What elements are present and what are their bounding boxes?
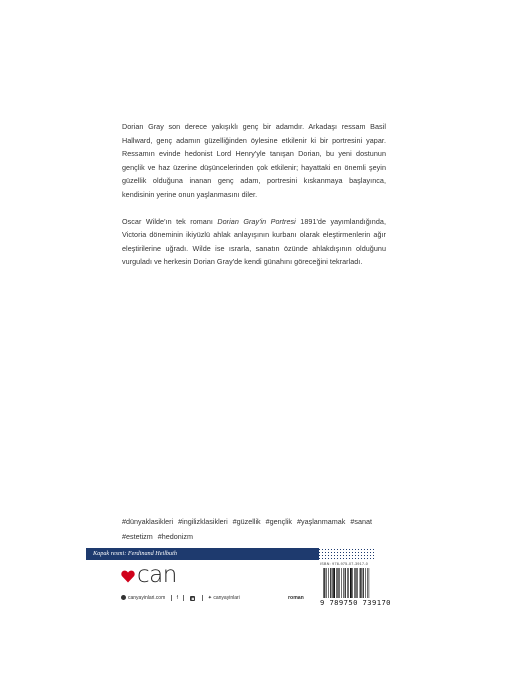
hashtag: #gençlik [265, 517, 293, 526]
isbn-text: ISBN: 978-975-07-3917-0 [320, 562, 369, 566]
halftone-decoration [318, 548, 374, 560]
publisher-footer [121, 593, 331, 603]
website[interactable] [121, 593, 165, 603]
twitter[interactable] [208, 593, 240, 603]
publisher-logo [121, 562, 181, 588]
barcode-bars [323, 568, 379, 598]
barcode [320, 562, 391, 608]
hashtag: #sanat [350, 517, 372, 526]
barcode-bar [343, 568, 344, 598]
globe-icon [121, 595, 126, 600]
barcode-bar [357, 568, 358, 598]
back-cover-blurb [122, 120, 386, 269]
barcode-bar [336, 568, 337, 598]
barcode-bar [354, 568, 355, 598]
blurb-p2-end: 1891'de yayımlandığında, Victoria döneminin ikiyüzlü ahlak anlayışının kurbanı olarak eleştirmenlerin ağır eleştirilerine uğradı. Wilde ise ısrarla, sanatın özünde ahlakdışının olduğunu vurguladı ve herkesin Dorian Gray'de kendi günahını göreceğini tekrarladı. [122, 216, 386, 267]
blurb-paragraph-2 [122, 215, 386, 269]
barcode-bar [341, 568, 342, 598]
barcode-bar [333, 568, 335, 598]
blurb-paragraph-1: Dorian Gray son derece yakışıklı genç bir adamdır. Arkadaşı ressam Basil Hallward, genç adamın güzelliğinden öylesine etkilenir ki bir portresini yapar. Ressamın evinde hedonist Lord Henry'yle tanışan Dorian, bu yeni dostunun gençlik ve haz üzerine düşüncelerinden çok etkilenir; hayattaki en önemli şeyin güzellik olduğuna inanan genç adam, portresini kıskanmaya başlayınca, kendisinin yerine onun yaşlanmasını diler. [122, 122, 386, 199]
barcode-bar [369, 568, 370, 598]
barcode-bar [332, 568, 333, 598]
barcode-bar [361, 568, 362, 598]
barcode-bar [330, 568, 331, 598]
cover-credit-bar [86, 548, 319, 560]
barcode-bar [363, 568, 364, 598]
barcode-bar [347, 568, 348, 598]
divider [171, 595, 172, 601]
hashtags [122, 515, 392, 544]
hashtag: #dünyaklasikleri [122, 517, 174, 526]
barcode-bar [345, 568, 346, 598]
facebook-icon[interactable]: f [176, 595, 179, 601]
barcode-bar [360, 568, 361, 598]
divider [183, 595, 184, 601]
barcode-bar [339, 568, 340, 598]
barcode-bar [348, 568, 349, 598]
hashtag: #güzellik [232, 517, 261, 526]
barcode-bar [367, 568, 368, 598]
genre-label: roman [288, 595, 304, 601]
twitter-handle: canyayinlari [213, 595, 240, 601]
twitter-icon: ✦ [207, 595, 212, 601]
barcode-bar [328, 568, 329, 598]
barcode-bar [324, 568, 325, 598]
barcode-bar [350, 568, 352, 598]
publisher-logo-text: can [137, 562, 177, 588]
book-title: Dorian Gray'in Portresi [217, 216, 296, 226]
barcode-bar [355, 568, 356, 598]
barcode-bar [365, 568, 366, 598]
instagram-icon[interactable]: ◙ [191, 595, 195, 601]
hashtag: #hedonizm [157, 531, 193, 541]
heart-icon [121, 570, 135, 583]
barcode-bar [337, 568, 338, 598]
barcode-bar [326, 568, 327, 598]
hashtag: #estetizm [122, 531, 153, 541]
ean-number: 9 789750 739170 [320, 598, 391, 607]
barcode-bar [352, 568, 353, 598]
divider [202, 595, 203, 601]
hashtag: #ingilizklasikleri [178, 517, 228, 526]
website-url: canyayinlari.com [128, 595, 166, 601]
cover-art-credit: Kapak resmi: Ferdinand Heilbuth [93, 550, 177, 557]
blurb-p2-start: Oscar Wilde'ın tek romanı [122, 216, 218, 226]
hashtag: #yaşlanmamak [297, 517, 346, 526]
barcode-bar [323, 568, 324, 598]
